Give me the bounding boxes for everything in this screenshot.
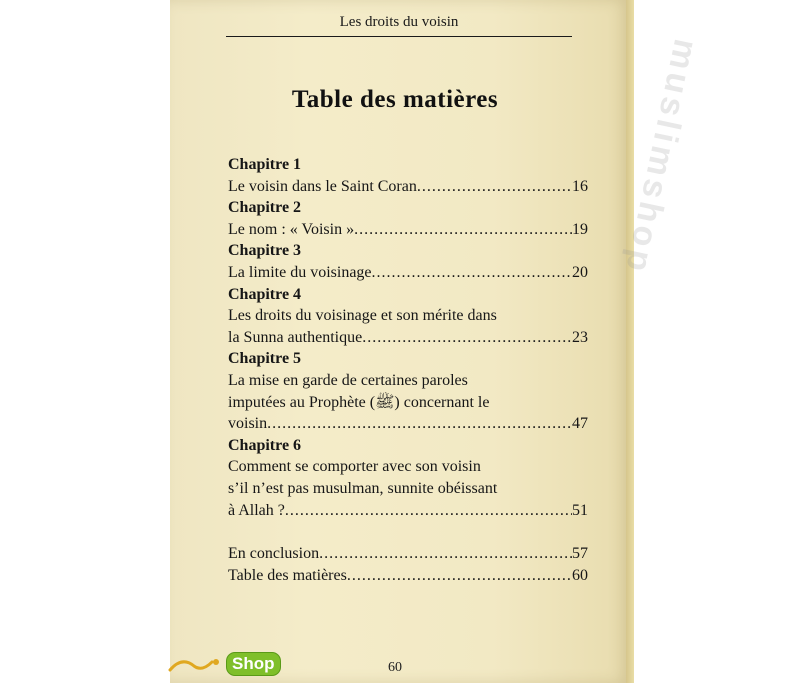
toc-entry-label: s’il n’est pas musulman, sunnite obéissant — [228, 479, 498, 497]
site-watermark: muslimshop — [617, 35, 705, 279]
logo-wordmark: Shop — [226, 652, 281, 676]
toc-entry — [228, 327, 588, 349]
chapter-heading: Chapitre 2 — [228, 199, 302, 217]
toc-page-number: 19 — [572, 220, 588, 238]
chapter-heading: Chapitre 6 — [228, 436, 302, 454]
chapter-heading: Chapitre 3 — [228, 242, 302, 260]
toc-entry-label: La limite du voisinage — [228, 263, 372, 281]
toc-page-number: 16 — [572, 177, 588, 195]
leader-dots — [285, 500, 572, 522]
table-of-contents — [228, 154, 588, 586]
toc-page-number: 47 — [572, 415, 588, 433]
shop-logo — [168, 648, 286, 678]
page-title: Table des matières — [291, 86, 499, 113]
toc-entry-label: Comment se comporter avec son voisin — [228, 458, 481, 476]
leader-dots — [372, 262, 572, 284]
leader-dots — [362, 327, 572, 349]
toc-page-number: 51 — [572, 501, 588, 519]
leader-dots — [267, 413, 572, 435]
leader-dots — [319, 543, 572, 565]
toc-entry-label: Les droits du voisinage et son mérite dans — [228, 307, 497, 325]
section-gap — [228, 521, 588, 543]
swoosh-icon — [168, 654, 228, 676]
toc-entry-label: imputées au Prophète (ﷺ) concernant le — [228, 393, 490, 411]
header-rule — [226, 36, 572, 37]
running-head: Les droits du voisin — [339, 14, 459, 30]
toc-page-number: 20 — [572, 263, 588, 281]
chapter-heading: Chapitre 5 — [228, 350, 302, 368]
toc-entry-label: En conclusion — [228, 545, 320, 563]
toc-entry — [228, 262, 588, 284]
folio: 60 — [388, 660, 402, 675]
toc-entry — [228, 176, 588, 198]
toc-entry — [228, 543, 588, 565]
chapter-heading: Chapitre 1 — [228, 156, 302, 173]
toc-entry — [228, 565, 588, 587]
toc-entry-label: à Allah ? — [228, 501, 285, 519]
leader-dots — [417, 176, 572, 198]
toc-entry-label: voisin — [228, 415, 268, 433]
toc-page-number: 60 — [572, 566, 588, 584]
toc-entry-label: Le nom : « Voisin » — [228, 220, 355, 238]
leader-dots — [347, 565, 572, 587]
chapter-heading: Chapitre 4 — [228, 285, 302, 303]
toc-page-number: 57 — [572, 545, 588, 563]
toc-entry — [228, 500, 588, 522]
toc-entry-label: Table des matières — [228, 566, 347, 584]
toc-entry — [228, 219, 588, 241]
toc-entry — [228, 413, 588, 435]
toc-entry-label: Le voisin dans le Saint Coran — [228, 177, 417, 195]
toc-entry-label: La mise en garde de certaines paroles — [228, 371, 468, 389]
toc-entry-label: la Sunna authentique — [228, 328, 363, 346]
leader-dots — [354, 219, 572, 241]
toc-page-number: 23 — [572, 328, 588, 346]
